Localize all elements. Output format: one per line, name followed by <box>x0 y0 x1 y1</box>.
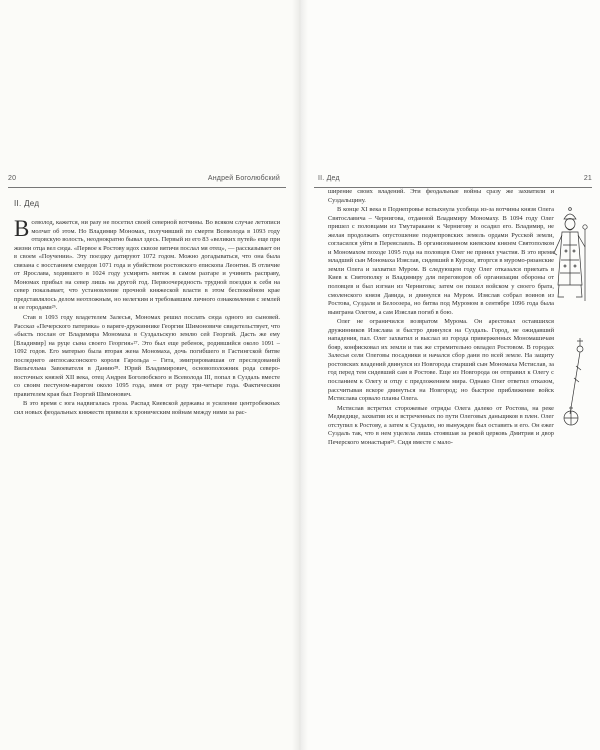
right-paragraph-3: Олег не ограничился возвратом Мурома. Он арестовал оставшихся дружинников Изяслава и быстро двинулся на Суздаль. Город, не ожидавший нападения, пал. Олег захватил и выслал из города приверженных Мономашичам бояр, конфисковал их земли и так же стремительно овладел Ростовом. В городах Залесья сели Олеговы посадники и начался сбор дани по всей земле. На защиту ростовских владений двинулся из Новгорода старший сын Мономаха Мстислав, за год перед тем сидевший сам в Ростове. Еще из Новгорода он отправил к Олегу с посланием к Олегу и отцу с предложением мира. Однако Олег ответил отказом, рассчитывая вскоре двинуться на Новгород; но быстрое приближение войск Мстислава сорвало планы Олега. <box>328 318 554 403</box>
section-title: II. Дед <box>14 199 40 208</box>
left-paragraph-2: Став в 1093 году владетелем Залесья, Мономах решил послать сюда одного из сыновей. Рассказ «Печерского патерика» о варяге-дружиннике Георгии Шимоновиче свидетельствует, что «бысть послан от Владимира Мономаха в Суздальскую землю сей Георгий. Дасть же ему [Владимир] на руце сына своего Георгия»²⁷. Это был еще ребенок, родившийся около 1091 – 1092 годов. Его матерью была вторая жена Мономаха, дочь погибшего в Гастингской битве последнего англосаксонского короля Гарольда – Гита, эмигрировавшая от преследований Вильгельма Завоевателя в Данию²⁸. Юрий Владимирович, основоположник рода северо-восточных князей XII века, отец Андрея Боголюбского и Всеволода III, попал в Суздаль вместе со своим пестуном-варягом около 1095 года, имея от роду три-четыре года. Фактическим правителем края был Георгий Шимонович. <box>14 314 280 398</box>
dropcap-letter: В <box>14 216 30 241</box>
right-paragraph-2: В конце XI века в Поднепровье вспыхнула усобица из-за вотчины князя Олега Святославича – Чернигова, отданной Владимиру Мономаху. В 1094 году Олег пришел с половцами из Тмутаракани к Чернигову и осадил его. Владимир, не желая продолжать опустошение поднепровских земель ордами Русской земли, согласился уйти в Переяславль. В организованном киевским князем Святополком и Мономахом походе 1095 года на половцев Олег не принял участия. В это время младший сын Мономаха Изяслав, сидевший в Курске, вторгся в муромо-рязанские земли Олега и захватил Муром. В следующем году Олег отказался приехать в Киев к Святополку и Владимиру для переговоров об организации обороны от половцев и был изгнан из Чернигова; затем он пошел войском у своего брата, смоленского князя Давида, и двинулся на Муром. Изяслав собрал воинов из Ростова, Суздаля и Белоозера, но битва под Муромом в сентябре 1096 года была выиграна Олегом, а сам Изяслав погиб в бою. <box>328 206 554 316</box>
scepter-orb-icon <box>560 336 586 436</box>
book-gutter-shadow <box>292 0 308 750</box>
left-paragraph-1 <box>14 216 280 313</box>
left-paragraph-3: В это время с юга надвигалась гроза. Распад Киевской державы и усиление центробежных сил новых феодальных княжеств привели к хроническим войнам между ними за рас- <box>14 400 280 417</box>
left-running-title: Андрей Боголюбский <box>207 175 280 182</box>
right-running-title: II. Дед <box>318 175 340 182</box>
left-paragraph-1-text: севолод, кажется, ни разу не посетил своей северной вотчины. Во всяком случае летописи молчат об этом. Но Владимир Мономах, получивший по смерти Всеволода в 1093 году отцовскую волость, неоднократно бывал здесь. Первый из его 83 «великих путей» еще при жизни отца вел сюда. «Первое к Ростову идох сквозе вятичи послал мя отец», — рассказывает он в своем «Поучении». Эту поездку датируют 1072 годом. Можно догадываться, что она была связана с восстанием смердов 1071 года и убийством ростовского епископа Леонтия. В отличие от Ярослава, ходившего в 1024 году усмирять мятеж в самом разгаре и учинить расправу, Мономах прибыл на север лишь на другой год. Первоочередность трудной поездки к себя на север показывает, что установление прочной княжеской власти в этом беспокойном крае представлялось делом неотложным, но нелегким и требовавшим личного ознакомления с землей и ее городами²⁶. <box>14 219 280 312</box>
right-running-head <box>314 175 592 188</box>
right-body-text <box>328 188 554 447</box>
left-page-number: 20 <box>8 175 17 182</box>
right-paragraph-1: ширение своих владений. Эти феодальные войны сразу же захватили и Суздальщину. <box>328 188 554 204</box>
right-page-number: 21 <box>583 175 592 182</box>
prince-figure-icon <box>549 205 591 303</box>
left-running-head <box>8 175 286 188</box>
left-body-text <box>14 216 280 418</box>
right-paragraph-4: Мстислав встретил сторожевые отряды Олега далеко от Ростова, на реке Медведице, захватив их и встреченных по пути Олеговых даньщиков в плен. Олег отступил к Ростову, а затем к Суздалю, но вынужден был оставить и его. Он ежег Суздаль так, что в нем уцелела лишь стоявшая за рекой церковь Дмитрия и двор Печерского монастыря²⁹. Сидя вместе с мало- <box>328 404 554 446</box>
